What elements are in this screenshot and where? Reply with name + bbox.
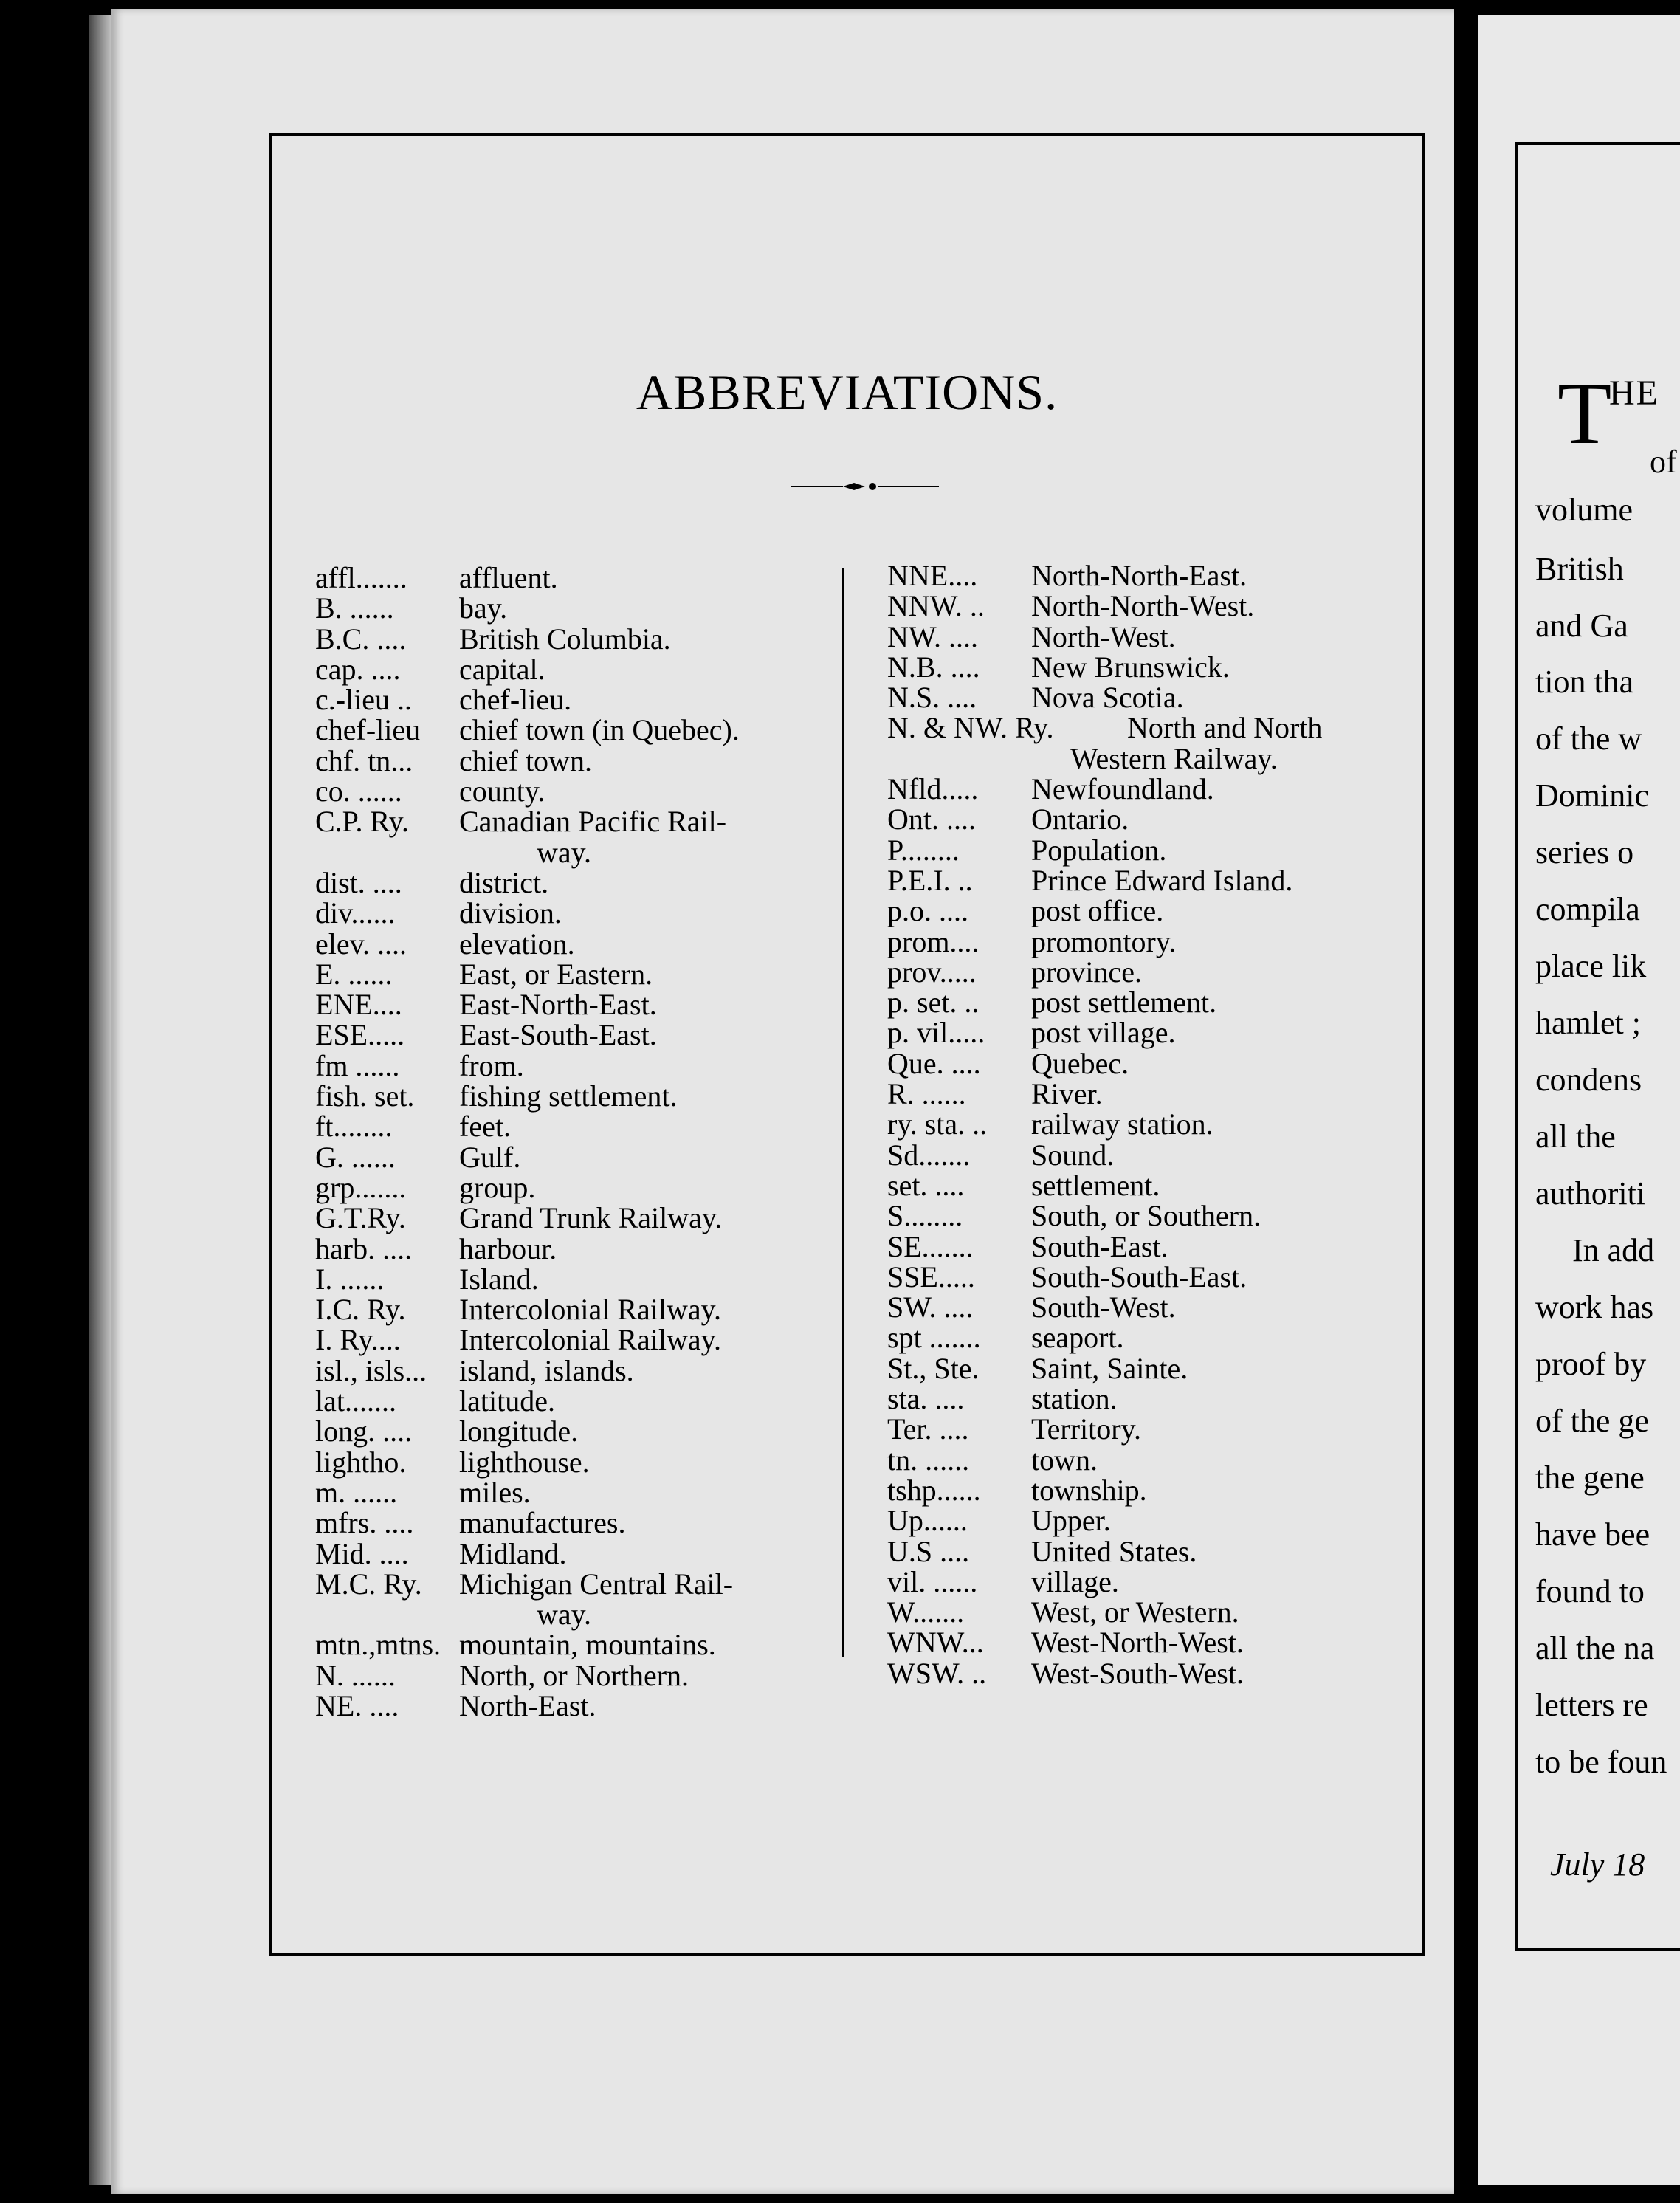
abbreviation-definition: West-North-West. [1031,1626,1244,1660]
abbreviation-term: prom.... [887,924,980,958]
abbreviation-term: G. ...... [315,1140,396,1174]
abbreviation-definition: South, or Southern. [1031,1199,1261,1233]
abbreviation-term: Mid. .... [315,1536,409,1570]
abbreviation-definition: United States. [1031,1534,1197,1568]
abbreviation-term: NNE.... [887,559,978,592]
abbreviation-entry [887,1079,1419,1109]
abbreviation-term: chf. tn... [315,743,413,777]
abbreviation-term: p. set. .. [887,986,980,1020]
abbreviation-entry [315,1110,832,1144]
preface-text-line: work has [1535,1289,1654,1325]
abbreviation-term: mfrs. .... [315,1506,414,1540]
abbreviation-entry [887,1259,1419,1293]
preface-text-line: of the w [1535,721,1642,757]
abbreviation-term: N. ...... [315,1658,396,1692]
abbreviation-term: N. & NW. Ry. [887,711,1054,745]
abbreviation-term: elev. .... [315,927,407,960]
abbreviation-definition: promontory. [1031,924,1177,958]
preface-text-line: to be foun [1535,1744,1667,1780]
abbreviation-entry [315,1142,832,1172]
abbreviation-term: mtn.,mtns. [315,1628,441,1662]
abbreviation-entry [315,1172,832,1203]
abbreviation-entry [887,1292,1419,1322]
preface-text-line: all the na [1535,1630,1655,1666]
abbreviation-definition: town. [1031,1443,1098,1477]
abbreviation-definition: North-East. [459,1688,596,1722]
abbreviation-term: c.-lieu .. [315,683,413,717]
abbreviation-entry [315,624,832,654]
abbreviation-term: dist. .... [315,865,402,899]
abbreviation-definition: Midland. [459,1536,567,1570]
abbreviation-term: WNW... [887,1626,984,1660]
abbreviation-definition: post settlement. [1031,986,1217,1020]
abbreviation-entry [887,957,1419,987]
abbreviation-entry [887,1626,1419,1660]
abbreviation-term: Up...... [887,1504,968,1538]
abbreviation-term: ft........ [315,1110,393,1144]
abbreviation-term: N.S. .... [887,681,977,715]
abbreviation-term: set. .... [887,1168,965,1202]
abbreviation-definition: province. [1031,955,1142,989]
abbreviation-definition: chief town. [459,743,592,777]
abbreviation-entry [887,1200,1419,1231]
abbreviation-term: SW. .... [887,1290,974,1324]
preface-text-line: found to [1535,1573,1645,1609]
abbreviation-term: NNW. .. [887,589,985,623]
abbreviation-definition: village. [1031,1564,1119,1598]
abbreviation-definition: from. [459,1048,524,1082]
abbreviation-term: sta. .... [887,1382,965,1416]
abbreviation-definition: Nova Scotia. [1031,681,1184,715]
abbreviation-term: co. ...... [315,774,402,808]
abbreviation-definition: railway station. [1031,1107,1213,1141]
ornament-divider [791,479,939,494]
drop-cap-rest: HE [1609,374,1659,413]
abbreviation-definition: Canadian Pacific Rail- [459,805,727,839]
abbreviation-entry [315,1629,832,1660]
preface-text-line: In add [1572,1232,1655,1268]
abbreviation-definition: North and North [1127,711,1323,745]
abbreviation-entry [315,654,832,684]
abbreviation-definition: Sound. [1031,1138,1115,1172]
preface-text-line: letters re [1535,1687,1648,1723]
abbreviation-entry [315,743,832,777]
abbreviation-entry [315,684,832,715]
abbreviation-definition: South-West. [1031,1290,1176,1324]
abbreviation-term: tshp...... [887,1473,981,1507]
abbreviation-entry [887,1322,1419,1353]
abbreviation-definition: chief town (in Quebec). [459,713,740,747]
abbreviation-entry [315,929,832,959]
abbreviation-entry [887,743,1419,774]
abbreviation-term: Sd....... [887,1138,971,1172]
preface-text-line: of [1650,444,1677,480]
abbreviation-entry [887,924,1419,958]
abbreviation-definition: Gulf. [459,1140,521,1174]
abbreviation-definition: South-East. [1031,1229,1168,1263]
abbreviation-term: div...... [315,896,396,930]
abbreviation-definition: affluent. [459,561,558,594]
abbreviation-entry [315,805,832,839]
abbreviation-entry [887,1445,1419,1475]
abbreviations-frame [269,133,1425,1956]
abbreviation-term: P.E.I. .. [887,863,973,897]
abbreviation-definition: group. [459,1170,536,1204]
abbreviation-definition: North-West. [1031,619,1176,653]
preface-text-line: tion tha [1535,664,1634,700]
abbreviation-entry [315,1536,832,1570]
abbreviation-entry [315,1386,832,1416]
abbreviation-term: Ter. .... [887,1412,969,1446]
abbreviation-entry [315,1231,832,1265]
abbreviation-term: U.S .... [887,1534,970,1568]
abbreviation-definition: Quebec. [1031,1046,1129,1080]
abbreviation-entry [315,989,832,1020]
abbreviation-definition: bay. [459,591,508,625]
abbreviation-term: NW. .... [887,619,978,653]
abbreviation-definition: county. [459,774,545,808]
preface-text-line: the gene [1535,1460,1645,1496]
abbreviation-term: I. Ry.... [315,1323,401,1357]
abbreviation-term: p.o. .... [887,894,968,928]
abbreviation-entry [315,1688,832,1722]
abbreviation-entry [887,1597,1419,1627]
abbreviation-term: isl., isls... [315,1353,427,1387]
abbreviation-term: vil. ...... [887,1564,978,1598]
abbreviations-right-column [887,560,1419,1688]
abbreviation-term: NE. .... [315,1688,399,1722]
abbreviation-definition: Island. [459,1262,539,1296]
abbreviation-definition: division. [459,896,562,930]
preface-text-line: British [1535,551,1624,587]
abbreviation-term: B. ...... [315,591,394,625]
abbreviation-entry [887,835,1419,865]
abbreviation-term: W....... [887,1595,965,1629]
abbreviation-entry [315,1048,832,1082]
abbreviation-entry [315,898,832,928]
abbreviation-term: G.T.Ry. [315,1201,406,1235]
abbreviation-entry [315,1081,832,1111]
abbreviation-entry [887,591,1419,621]
abbreviation-entry [887,1536,1419,1567]
abbreviation-definition: New Brunswick. [1031,650,1230,684]
abbreviation-term: ry. sta. .. [887,1107,988,1141]
abbreviation-definition: River. [1031,1077,1103,1111]
abbreviation-term: N.B. .... [887,650,980,684]
abbreviation-term: C.P. Ry. [315,805,409,839]
abbreviation-entry [887,619,1419,653]
preface-text-line: Dominic [1535,777,1649,814]
abbreviation-definition: South-South-East. [1031,1259,1247,1293]
abbreviation-term: m. ...... [315,1475,398,1509]
drop-cap: T [1557,364,1612,462]
abbreviation-term: St., Ste. [887,1351,980,1385]
abbreviation-definition: lighthouse. [459,1445,590,1479]
abbreviation-entry [315,1203,832,1233]
abbreviation-entry [887,1353,1419,1384]
abbreviation-entry [315,1293,832,1327]
abbreviation-definition: chef-lieu. [459,683,572,717]
abbreviation-definition: Western Railway. [1070,741,1278,775]
abbreviation-entry [315,1477,832,1508]
preface-text-line: compila [1535,891,1640,927]
abbreviation-entry [887,1109,1419,1139]
abbreviation-definition: settlement. [1031,1168,1160,1202]
preface-text-line: proof by [1535,1346,1647,1382]
abbreviation-definition: latitude. [459,1384,555,1418]
abbreviation-entry [315,867,832,898]
abbreviation-definition: Saint, Sainte. [1031,1351,1188,1385]
abbreviation-term: I. ...... [315,1262,385,1296]
page-title: ABBREVIATIONS. [636,364,1058,420]
abbreviation-term: R. ...... [887,1077,966,1111]
abbreviation-term: chef-lieu [315,713,421,747]
abbreviation-definition: fishing settlement. [459,1079,678,1113]
abbreviation-entry [315,1020,832,1050]
abbreviation-entry [315,1660,832,1691]
abbreviation-term: harb. .... [315,1231,413,1265]
abbreviation-definition: Prince Edward Island. [1031,863,1293,897]
abbreviation-entry [887,1017,1419,1048]
abbreviation-entry [315,715,832,745]
abbreviation-entry [887,986,1419,1020]
abbreviation-definition: feet. [459,1110,511,1144]
abbreviation-entry [887,1048,1419,1079]
abbreviation-definition: station. [1031,1382,1118,1416]
abbreviation-term: affl....... [315,561,407,594]
abbreviation-entry [887,681,1419,715]
abbreviation-term: long. .... [315,1415,413,1448]
preface-text-line: and Ga [1535,608,1628,644]
abbreviation-definition: way. [537,835,592,869]
abbreviation-term: SE....... [887,1229,974,1263]
abbreviation-term: ENE.... [315,988,402,1022]
abbreviation-entry [887,804,1419,834]
abbreviation-entry [315,1264,832,1294]
abbreviation-entry [887,1384,1419,1414]
abbreviation-definition: mountain, mountains. [459,1628,716,1662]
abbreviation-term: prov..... [887,955,977,989]
abbreviation-definition: post office. [1031,894,1164,928]
abbreviation-term: lat....... [315,1384,396,1418]
abbreviation-term: grp....... [315,1170,407,1204]
abbreviation-definition: West-South-West. [1031,1656,1244,1690]
preface-text-line: authoriti [1535,1175,1646,1212]
abbreviation-definition: harbour. [459,1231,557,1265]
abbreviation-definition: East-South-East. [459,1018,657,1052]
abbreviation-entry [315,593,832,623]
preface-text-line: condens [1535,1062,1642,1098]
abbreviation-definition: longitude. [459,1415,579,1448]
abbreviation-definition: district. [459,865,549,899]
abbreviation-entry [887,1505,1419,1536]
abbreviation-term: M.C. Ry. [315,1567,422,1601]
abbreviation-entry [315,1355,832,1386]
abbreviation-term: B.C. .... [315,622,407,656]
abbreviation-term: P........ [887,833,960,867]
column-divider [842,568,844,1657]
abbreviation-term: Que. .... [887,1046,981,1080]
abbreviation-entry [887,896,1419,926]
preface-text-line: all the [1535,1118,1616,1155]
abbreviation-term: lightho. [315,1445,407,1479]
abbreviation-term: p. vil..... [887,1016,985,1050]
book-spine-shadow [89,15,114,2185]
abbreviation-definition: Grand Trunk Railway. [459,1201,723,1235]
abbreviation-entry [315,1416,832,1446]
abbreviation-term: fm ...... [315,1048,400,1082]
abbreviation-definition: Territory. [1031,1412,1141,1446]
abbreviation-entry [315,776,832,806]
preface-text-line: of the ge [1535,1403,1649,1439]
abbreviation-entry [887,712,1419,743]
abbreviation-definition: Intercolonial Railway. [459,1323,722,1357]
abbreviation-definition: post village. [1031,1016,1176,1050]
abbreviation-entry [315,1324,832,1355]
abbreviation-entry [887,652,1419,682]
abbreviation-entry [315,1598,832,1632]
abbreviation-definition: seaport. [1031,1321,1124,1355]
abbreviation-term: I.C. Ry. [315,1293,406,1327]
abbreviation-term: E. ...... [315,957,393,991]
abbreviation-definition: West, or Western. [1031,1595,1239,1629]
abbreviation-entry [315,959,832,989]
abbreviation-entry [887,560,1419,591]
abbreviation-definition: Intercolonial Railway. [459,1293,722,1327]
abbreviation-term: Ont. .... [887,803,976,836]
abbreviation-entry [887,1140,1419,1170]
abbreviation-definition: Upper. [1031,1504,1111,1538]
abbreviation-definition: elevation. [459,927,575,960]
preface-text-line: hamlet ; [1535,1005,1641,1041]
preface-text-line: series o [1535,834,1634,870]
abbreviation-entry [315,837,832,867]
abbreviation-term: WSW. .. [887,1656,987,1690]
abbreviation-term: cap. .... [315,652,401,686]
abbreviation-definition: North-North-West. [1031,589,1255,623]
abbreviation-entry [315,1508,832,1538]
abbreviation-definition: miles. [459,1475,531,1509]
abbreviation-term: SSE..... [887,1259,975,1293]
preface-text-line: place lik [1535,948,1647,984]
abbreviation-term: spt ....... [887,1321,981,1355]
preface-text-line: July 18 [1550,1846,1645,1883]
abbreviation-entry [887,1231,1419,1262]
abbreviation-definition: British Columbia. [459,622,671,656]
abbreviation-definition: island, islands. [459,1353,634,1387]
abbreviation-entry [887,1414,1419,1444]
abbreviation-definition: North, or Northern. [459,1658,689,1692]
abbreviation-term: tn. ...... [887,1443,970,1477]
abbreviation-entry [887,1475,1419,1505]
abbreviation-definition: capital. [459,652,545,686]
abbreviation-entry [315,1447,832,1477]
abbreviation-term: fish. set. [315,1079,415,1113]
abbreviation-definition: Newfoundland. [1031,772,1214,806]
abbreviation-definition: Population. [1031,833,1167,867]
abbreviation-entry [887,1658,1419,1688]
abbreviations-left-column [315,563,832,1721]
abbreviation-term: ESE..... [315,1018,405,1052]
abbreviation-definition: manufactures. [459,1506,626,1540]
abbreviation-entry [887,1564,1419,1598]
preface-text-line: volume [1535,492,1633,528]
abbreviation-definition: North-North-East. [1031,559,1247,592]
abbreviation-entry [887,774,1419,804]
abbreviation-definition: way. [537,1598,592,1632]
abbreviation-term: S........ [887,1199,963,1233]
abbreviation-entry [315,1569,832,1599]
abbreviation-entry [315,563,832,593]
abbreviation-term: Nfld..... [887,772,979,806]
abbreviation-definition: East, or Eastern. [459,957,653,991]
preface-text-line: have bee [1535,1516,1650,1553]
abbreviation-entry [887,1170,1419,1200]
abbreviation-definition: East-North-East. [459,988,657,1022]
abbreviation-definition: Ontario. [1031,803,1129,836]
abbreviation-definition: Michigan Central Rail- [459,1567,734,1601]
abbreviation-entry [887,865,1419,896]
abbreviation-definition: township. [1031,1473,1147,1507]
